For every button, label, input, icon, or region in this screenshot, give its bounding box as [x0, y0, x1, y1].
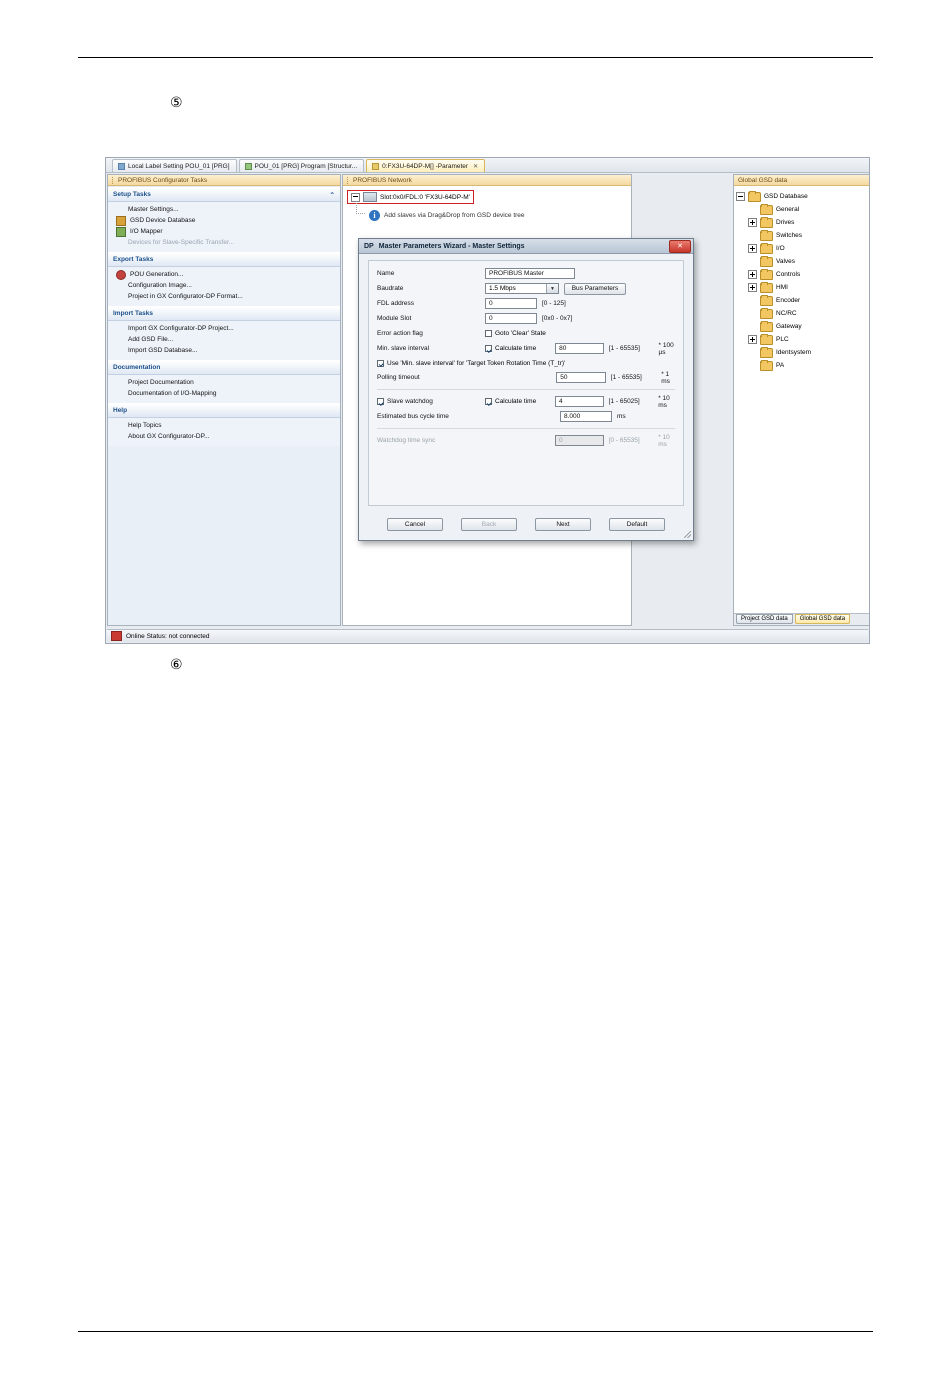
field-slave-watchdog — [377, 395, 675, 408]
task-item-io-mapper[interactable] — [108, 226, 340, 237]
task-item-label: I/O Mapper — [130, 228, 163, 235]
close-icon[interactable]: ✕ — [473, 163, 479, 170]
folder-icon — [760, 322, 773, 332]
task-group-export — [108, 252, 340, 306]
error-action-flag-label: Error action flag — [377, 330, 423, 337]
watchdog-calculate-time-checkbox[interactable] — [485, 398, 550, 405]
gsd-pane-header — [734, 175, 869, 186]
grid-icon — [118, 163, 125, 170]
gsd-node-label: I/O — [776, 245, 785, 252]
estimated-bus-cycle-time-label: Estimated bus cycle time — [377, 413, 449, 420]
goto-clear-state-label: Goto 'Clear' State — [495, 330, 546, 337]
field-name — [377, 267, 675, 280]
task-item-documentation-io-mapping[interactable] — [108, 388, 340, 399]
task-item-label: Configuration Image... — [128, 282, 192, 289]
tab-fx3u-64dp-m-parameter[interactable] — [366, 159, 485, 172]
task-group-documentation — [108, 360, 340, 403]
expand-icon[interactable] — [748, 218, 757, 227]
group-label: Export Tasks — [113, 256, 154, 263]
task-item-help-topics[interactable] — [108, 420, 340, 431]
ladder-icon — [245, 163, 252, 170]
group-title-import[interactable] — [108, 306, 340, 321]
tab-project-gsd-data[interactable]: Project GSD data — [736, 614, 793, 624]
page-rule-top — [78, 57, 873, 58]
task-item-label: Documentation of I/O-Mapping — [128, 390, 217, 397]
gsd-node-switches[interactable] — [736, 229, 867, 242]
tasks-pane-header — [108, 175, 340, 186]
task-item-pou-generation[interactable] — [108, 269, 340, 280]
fdl-address-range: [0 - 125] — [542, 300, 566, 307]
tasks-pane-title: PROFIBUS Configurator Tasks — [118, 176, 208, 184]
watchdog-calculate-time-label: Calculate time — [495, 398, 537, 405]
dialog-titlebar[interactable] — [359, 239, 693, 254]
drag-grip-icon[interactable] — [347, 177, 350, 184]
task-item-import-gsd-database[interactable] — [108, 345, 340, 356]
gsd-node-label: Encoder — [776, 297, 801, 304]
folder-icon — [760, 348, 773, 358]
gsd-node-pa[interactable] — [736, 359, 867, 372]
dialog-title-prefix: DP — [364, 242, 374, 250]
gsd-node-label: PA — [776, 362, 785, 369]
polling-timeout-input[interactable]: 50 — [556, 372, 606, 383]
gsd-node-nc-rc[interactable] — [736, 307, 867, 320]
task-group-import — [108, 306, 340, 360]
gsd-node-hmi[interactable] — [736, 281, 867, 294]
expand-icon[interactable] — [748, 244, 757, 253]
network-pane-header — [343, 175, 631, 186]
task-item-label: POU Generation... — [130, 271, 184, 278]
module-slot-input[interactable]: 0 — [485, 313, 537, 324]
min-slave-calculate-time-checkbox[interactable] — [485, 345, 550, 352]
editor-tabstrip — [106, 158, 869, 173]
fdl-address-input[interactable]: 0 — [485, 298, 537, 309]
module-slot-range: [0x0 - 0x7] — [542, 315, 573, 322]
task-item-project-documentation[interactable] — [108, 377, 340, 388]
task-item-add-gsd-file[interactable] — [108, 334, 340, 345]
field-fdl-address — [377, 297, 675, 310]
baudrate-value: 1.5 Mbps — [489, 285, 516, 292]
dialog-button-row — [359, 518, 693, 531]
task-item-about[interactable] — [108, 431, 340, 442]
field-baudrate — [377, 282, 675, 295]
back-button: Back — [461, 518, 517, 531]
status-bar — [107, 629, 868, 642]
field-polling-timeout — [377, 371, 675, 384]
task-group-help — [108, 403, 340, 446]
master-parameters-wizard-dialog — [358, 238, 694, 541]
gsd-node-label: General — [776, 206, 800, 213]
field-watchdog-time-sync — [377, 434, 675, 447]
field-error-action-flag — [377, 327, 675, 340]
tab-global-gsd-data[interactable]: Global GSD data — [795, 614, 850, 624]
gsd-node-plc[interactable] — [736, 333, 867, 346]
task-item-label: Master Settings... — [128, 206, 179, 213]
status-text: Online Status: not connected — [126, 632, 210, 640]
estimated-bus-cycle-time-unit: ms — [617, 413, 626, 420]
task-item-label: Help Topics — [128, 422, 162, 429]
chevron-down-icon[interactable]: ▼ — [546, 284, 558, 293]
folder-icon — [760, 335, 773, 345]
group-label: Import Tasks — [113, 310, 153, 317]
gsd-node-label: Controls — [776, 271, 801, 278]
collapse-icon[interactable] — [736, 192, 745, 201]
task-group-setup — [108, 187, 340, 252]
task-item-label: Devices for Slave-Specific Transfer... — [128, 239, 235, 246]
tab-label: 0:FX3U-64DP-M[] -Parameter — [382, 162, 469, 170]
connection-status-icon — [111, 631, 122, 641]
profibus-configurator-tasks-pane — [107, 174, 341, 626]
min-slave-interval-label: Min. slave interval — [377, 345, 430, 352]
folder-icon — [760, 244, 773, 254]
folder-icon — [760, 283, 773, 293]
field-module-slot — [377, 312, 675, 325]
task-item-label: Import GSD Database... — [128, 347, 198, 354]
step-marker-5: ⑤ — [170, 95, 183, 111]
folder-icon — [760, 231, 773, 241]
resize-grip[interactable] — [684, 531, 691, 538]
field-estimated-bus-cycle-time — [377, 410, 675, 423]
gsd-node-gateway[interactable] — [736, 320, 867, 333]
gsd-node-label: Drives — [776, 219, 795, 226]
folder-icon — [760, 257, 773, 267]
group-title-documentation[interactable] — [108, 360, 340, 375]
baudrate-label: Baudrate — [377, 285, 404, 292]
name-label: Name — [377, 270, 395, 277]
default-button[interactable]: Default — [609, 518, 665, 531]
expand-icon[interactable] — [748, 283, 757, 292]
divider — [377, 428, 675, 429]
dialog-form — [368, 260, 684, 506]
group-title-export[interactable] — [108, 252, 340, 267]
task-item-gsd-device-database[interactable] — [108, 215, 340, 226]
tab-pou-01-program[interactable] — [239, 159, 365, 172]
drag-drop-hint — [369, 210, 627, 221]
checkbox-box — [377, 360, 384, 367]
watchdog-time-sync-range: [0 - 65535] — [608, 437, 640, 444]
checkbox-box — [485, 345, 492, 352]
task-item-configuration-image[interactable] — [108, 280, 340, 291]
chevron-up-icon[interactable]: ⌃ — [329, 191, 335, 199]
min-slave-calculate-time-label: Calculate time — [495, 345, 537, 352]
task-item-devices-slave-specific-transfer — [108, 237, 340, 248]
checkbox-box — [485, 398, 492, 405]
tasks-list — [108, 187, 340, 625]
gsd-node-controls[interactable] — [736, 268, 867, 281]
tab-label: Local Label Setting POU_01 [PRG] — [128, 162, 230, 170]
task-item-label: About GX Configurator-DP... — [128, 433, 210, 440]
gsd-root-label: GSD Database — [764, 193, 808, 200]
group-label: Setup Tasks — [113, 191, 151, 198]
slave-watchdog-label: Slave watchdog — [387, 398, 433, 405]
step-marker-6: ⑥ — [170, 657, 183, 673]
bus-parameters-button[interactable]: Bus Parameters — [564, 283, 626, 295]
task-item-label: Project in GX Configurator-DP Format... — [128, 293, 243, 300]
gsd-root-row[interactable] — [736, 190, 867, 203]
task-item-project-gx-configurator-format[interactable] — [108, 291, 340, 302]
min-slave-interval-unit: * 100 µs — [658, 341, 674, 356]
min-slave-interval-input[interactable]: 80 — [555, 343, 604, 354]
group-title-setup[interactable] — [108, 187, 340, 202]
use-min-slave-interval-label: Use 'Min. slave interval' for 'Target Token Rotation Time (T_tr)' — [387, 359, 566, 367]
divider — [377, 389, 675, 390]
group-label: Help — [113, 407, 128, 414]
gsd-node-label: HMI — [776, 284, 788, 291]
gsd-node-valves[interactable] — [736, 255, 867, 268]
task-item-master-settings[interactable] — [108, 204, 340, 215]
tab-local-label-setting[interactable] — [112, 159, 237, 172]
gsd-node-label: Valves — [776, 258, 796, 265]
gsd-node-general[interactable] — [736, 203, 867, 216]
task-item-import-gx-project[interactable] — [108, 323, 340, 334]
gsd-node-drives[interactable] — [736, 216, 867, 229]
group-title-help[interactable] — [108, 403, 340, 418]
watchdog-time-input[interactable]: 4 — [555, 396, 604, 407]
polling-timeout-range: [1 - 65535] — [610, 374, 642, 381]
drag-drop-hint-label: Add slaves via Drag&Drop from GSD device tree — [384, 212, 525, 219]
task-item-label: Add GSD File... — [128, 336, 174, 343]
goto-clear-state-checkbox[interactable] — [485, 330, 546, 337]
fdl-address-label: FDL address — [377, 300, 414, 307]
parameter-icon — [372, 163, 379, 170]
mapper-icon — [116, 227, 126, 237]
gsd-node-label: Switches — [776, 232, 803, 239]
polling-timeout-label: Polling timeout — [377, 374, 420, 381]
checkbox-box — [485, 330, 492, 337]
watchdog-time-sync-label: Watchdog time sync — [377, 437, 436, 444]
gsd-node-label: Identsystem — [776, 349, 812, 356]
name-input[interactable]: PROFIBUS Master — [485, 268, 575, 279]
use-min-slave-interval-checkbox[interactable] — [377, 360, 565, 367]
master-node[interactable] — [347, 190, 474, 204]
cancel-button[interactable]: Cancel — [387, 518, 443, 531]
folder-icon — [760, 218, 773, 228]
module-slot-label: Module Slot — [377, 315, 412, 322]
watchdog-time-range: [1 - 65025] — [608, 398, 640, 405]
global-gsd-data-pane — [733, 174, 870, 626]
folder-icon — [760, 270, 773, 280]
gsd-node-io[interactable] — [736, 242, 867, 255]
dialog-title: Master Parameters Wizard - Master Settings — [378, 242, 525, 250]
folder-icon — [760, 205, 773, 215]
page-rule-bottom — [78, 1331, 873, 1332]
task-item-label: Project Documentation — [128, 379, 194, 386]
group-label: Documentation — [113, 364, 161, 371]
drag-grip-icon[interactable] — [112, 177, 115, 184]
master-node-label: Slot:0x0/FDL:0 'FX3U-64DP-M' — [380, 193, 470, 201]
expand-icon[interactable] — [748, 270, 757, 279]
gsd-tree — [734, 187, 869, 612]
info-icon: i — [369, 210, 380, 221]
checkbox-box — [377, 398, 384, 405]
generate-icon — [116, 270, 126, 280]
tab-label: POU_01 [PRG] Program [Structur... — [254, 162, 358, 170]
field-use-min-slave-interval — [377, 357, 675, 369]
folder-icon — [760, 309, 773, 319]
expand-icon[interactable] — [748, 335, 757, 344]
gsd-node-encoder[interactable] — [736, 294, 867, 307]
min-slave-interval-range: [1 - 65535] — [608, 345, 640, 352]
slave-watchdog-checkbox[interactable] — [377, 398, 433, 405]
gsd-tab-strip — [734, 613, 869, 625]
baudrate-select[interactable] — [485, 283, 559, 294]
polling-timeout-unit: * 1 ms — [661, 370, 670, 385]
close-icon[interactable]: ✕ — [669, 240, 691, 253]
gsd-node-label: NC/RC — [776, 310, 797, 317]
watchdog-time-unit: * 10 ms — [658, 394, 670, 409]
next-button[interactable]: Next — [535, 518, 591, 531]
gsd-pane-title: Global GSD data — [738, 176, 788, 184]
watchdog-time-sync-unit: * 10 ms — [658, 433, 670, 448]
folder-icon — [760, 296, 773, 306]
field-min-slave-interval — [377, 342, 675, 355]
estimated-bus-cycle-time-value: 8.000 — [560, 411, 612, 422]
watchdog-time-sync-input: 0 — [555, 435, 604, 446]
folder-icon — [748, 192, 761, 202]
gsd-node-label: Gateway — [776, 323, 802, 330]
task-item-label: GSD Device Database — [130, 217, 196, 224]
network-pane-title: PROFIBUS Network — [353, 176, 412, 184]
master-device-icon — [363, 192, 377, 202]
gsd-node-identsystem[interactable] — [736, 346, 867, 359]
tree-connector — [356, 201, 365, 214]
application-window — [105, 157, 870, 644]
task-item-label: Import GX Configurator-DP Project... — [128, 325, 234, 332]
folder-icon — [760, 361, 773, 371]
pin-icon — [116, 216, 126, 226]
gsd-node-label: PLC — [776, 336, 789, 343]
